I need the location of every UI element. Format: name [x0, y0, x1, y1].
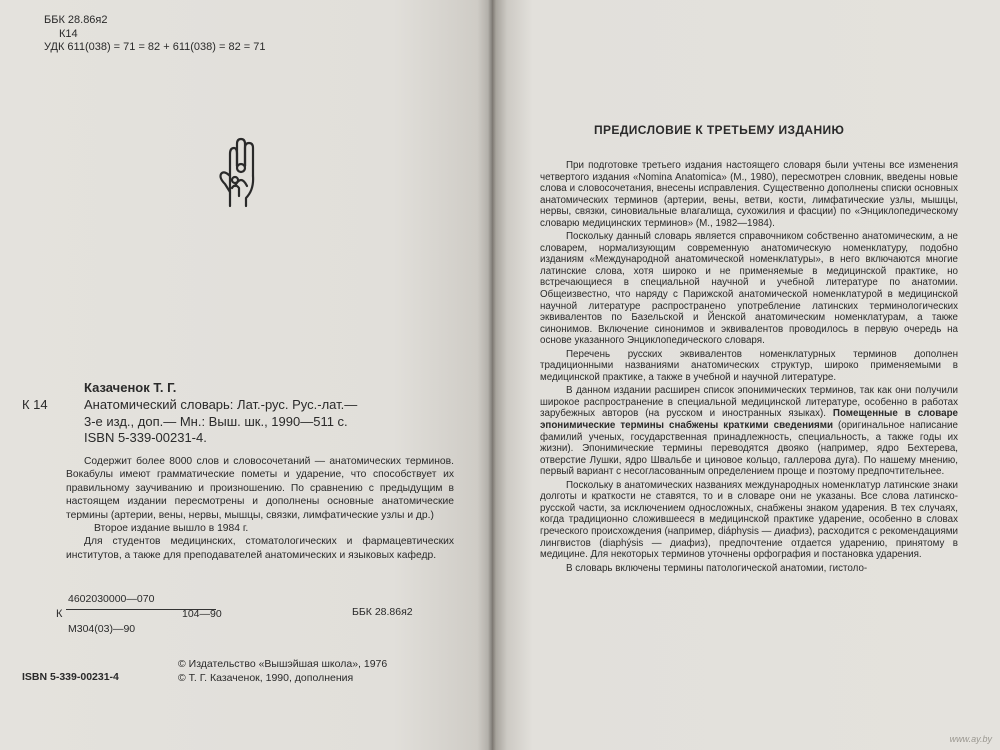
watermark: www.ay.by — [949, 734, 992, 744]
book-gutter — [488, 0, 496, 750]
copyright-line: © Т. Г. Казаченок, 1990, дополнения — [178, 672, 354, 684]
isbn: ISBN 5-339-00231-4 — [22, 671, 119, 683]
catalog-middle: 104—90 — [182, 608, 222, 620]
preface-body — [540, 160, 958, 574]
preface-paragraph: Поскольку в анатомических названиях международных номенклатур латинские знаки долготы и краткости не ставятся, то и в словаре они не указаны. Все слова латинско-русской части, за исключением односложных, снабжены знаком ударения. В тех случаях, когда традиционно сложившееся в медицинской практике ударение, особенно в словах греческого происхождения (например, diáphysis — диафиз), расходится с рекомендациями лингвистов (diaphýsis — диафиз), предпочтение отдается ударению, принятому в медицине. Для некоторых терминов уточнены орфография и постановка ударения. — [540, 479, 958, 561]
preface-paragraph: В словарь включены термины патологической анатомии, гистоло- — [566, 562, 868, 574]
biblio-line-2: 3-е изд., доп.— Мн.: Выш. шк., 1990—511 с. — [84, 413, 348, 429]
bibliographic-description — [84, 397, 357, 447]
copyright-block — [178, 657, 387, 685]
annotation-paragraph: Второе издание вышло в 1984 г. — [94, 523, 249, 535]
preface-text: В данном издании расширен список эпонимических терминов, так как они получили широкое распространение в специальной медицинской литературе, особенно в работах зарубежных авторов (на русском и иностранных языках). — [540, 385, 958, 420]
copyright-line: © Издательство «Вышэйшая школа», 1976 — [178, 658, 388, 670]
preface-heading: ПРЕДИСЛОВИЕ К ТРЕТЬЕМУ ИЗДАНИЮ — [594, 123, 845, 137]
author-mark-top: К14 — [59, 27, 78, 40]
annotation-paragraph: Для студентов медицинских, стоматологических и фармацевтических институтов, а также для преподавателей анатомических и языковых кафедр. — [66, 536, 454, 561]
left-page — [0, 0, 492, 750]
biblio-line-3: ISBN 5-339-00231-4. — [84, 430, 207, 445]
catalog-formula-letter: К — [56, 608, 63, 620]
annotation-paragraph: Содержит более 8000 слов и словосочетаний — анатомических терминов. Вокабулы имеют грамматические пометы и ударение, что способствует их правильному заучиванию и произношению. По сравнению с предыдущим в настоящем издании пересмотрены и дополнены основные анатомические термины (артерии, вены, нервы, мышцы, связки, лимфатические узлы и др.) — [66, 456, 454, 521]
annotation — [66, 455, 454, 562]
classification-codes — [44, 14, 265, 55]
catalog-denominator: М304(03)—90 — [68, 623, 136, 635]
preface-paragraph — [540, 385, 958, 477]
bbk-code-top: ББК 28.86я2 — [44, 14, 108, 26]
preface-paragraph: При подготовке третьего издания настоящего словаря были учтены все изменения четвертого издания «Nomina Anatomica» (М., 1980), пересмотрен словник, введены новые слова и словосочетания, внесены исправления. Существенно дополнены списки основных анатомических терминов (артерии, вены, ветви, кости, лимфатические узлы, мышцы, нервы, связки, синовиальные влагалища, сухожилия и фасции) по «Энциклопедическому словарю медицинских терминов» (М., 1982—1984). — [540, 160, 958, 229]
preface-paragraph: Перечень русских эквивалентов номенклатурных терминов дополнен традиционными названиями анатомических структур, широко применяемыми в медицинской практике, а также в учебной и научной литературе. — [540, 348, 958, 383]
udk-code: УДК 611(038) = 71 = 82 + 611(038) = 82 = 71 — [44, 41, 266, 53]
catalog-code: К 14 — [22, 397, 48, 412]
publisher-logo — [216, 136, 260, 208]
biblio-line-1: Анатомический словарь: Лат.-рус. Рус.-лат.— — [84, 397, 358, 412]
bbk-code-bottom: ББК 28.86я2 — [352, 606, 413, 618]
author-name: Казаченок Т. Г. — [84, 380, 177, 395]
preface-text: (оригинальное написание фамилий ученых, государственная принадлежность, специальность, а также годы их жизни). Эпонимические термины переводятся двояко (например, ядро Бехтерева, отверстие Лушки, ядро Швальбе и циновое кольцо, галлерова дуга). По нашему мнению, первый вариант с несогласованным определением проще и поэтому предпочтительнее. — [540, 420, 958, 478]
catalog-numerator: 4602030000—070 — [68, 593, 155, 605]
preface-paragraph: Поскольку данный словарь является справочником собственно анатомическим, а не словарем, нормализующим современную анатомическую номенклатуру, подобно изданиям «Международной анатомической номенклатуры», в него включаются многие латинские слова, хотя широко и не применяемые в медицинской практике, но встречающиеся в специальной научной и учебной литературе по анатомии. Общеизвестно, что наряду с Парижской анатомической номенклатурой в медицинской научной литературе распространено употребление латинских терминологических эквивалентов по Базельской и Йенской анатомическим номенклатурам, а также синонимов. Включение синонимов и эквивалентов проводилось в первую очередь на основе указанного Энциклопедического словаря. — [540, 231, 958, 347]
preface-bold-text: Помещенные в словаре эпонимические термины снабжены краткими сведениями — [540, 408, 959, 432]
